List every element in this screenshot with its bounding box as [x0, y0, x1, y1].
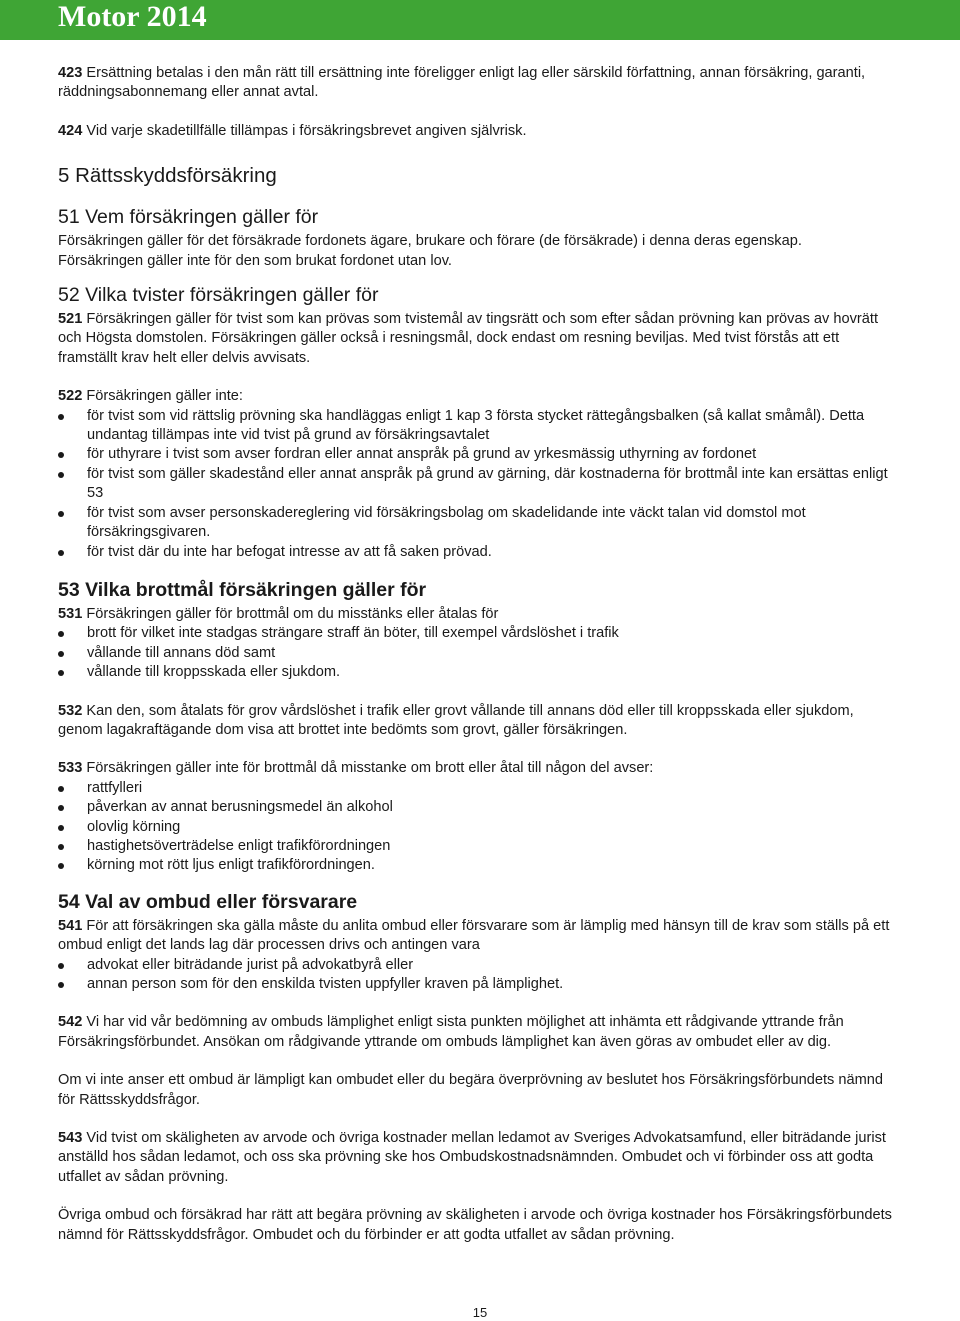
- paragraph-532: [58, 702, 900, 741]
- paragraph-542-followup: Om vi inte anser ett ombud är lämpligt kan ombudet eller du begära överprövning av beslutet hos Försäkringsförbundets nämnd för Rättsskyddsfrågor.: [58, 1072, 883, 1108]
- section-heading-54: 54 Val av ombud eller försvarare: [58, 890, 358, 913]
- list-item: vållande till annans död samt: [58, 644, 900, 663]
- clause-number: 533: [58, 760, 83, 777]
- bullet-icon: [58, 651, 64, 657]
- clause-text: Försäkringen gäller för tvist som kan prövas som tvistemål av tingsrätt och som efter sådan prövning kan prövas av hovrätt och Högsta domstolen. Försäkringen gäller också i resningsmål, dock endast om resning beviljas. Med tvist förstås att ett framställt krav helt eller delvis avvisats.: [58, 311, 879, 366]
- list-item: för tvist där du inte har befogat intresse av att få saken prövad.: [58, 543, 900, 562]
- clause-text: Vid tvist om skäligheten av arvode och övriga kostnader mellan ledamot av Sveriges Advokatsamfund, eller biträdande jurist anställd hos sådan ledamot, och oss ska prövning ske hos Ombudskostnadsnämnden. Ombudet och vi förbinder oss att godta utfallet av sådan prövning.: [58, 1130, 886, 1185]
- clause-text: Försäkringen gäller inte:: [86, 388, 243, 405]
- bullet-icon: [58, 963, 64, 969]
- list-item: för tvist som gäller skadestånd eller annat anspråk på grund av gärning, där kostnaderna för brottmål inte kan ersättas enligt 53: [58, 465, 900, 504]
- clause-number: 521: [58, 311, 83, 328]
- page-content: [58, 64, 900, 1245]
- paragraph-542: [58, 1013, 900, 1052]
- crime-list: [58, 624, 900, 682]
- paragraph-543: [58, 1129, 900, 1187]
- bullet-icon: [58, 631, 64, 637]
- bullet-icon: [58, 550, 64, 556]
- clause-text: Försäkringen gäller för brottmål om du misstänks eller åtalas för: [86, 605, 499, 622]
- traffic-offence-list: [58, 779, 900, 876]
- clause-text: Ersättning betalas i den mån rätt till ersättning inte föreligger enligt lag eller särskild författning, annan försäkring, garanti, räddningsabonnemang eller annat avtal.: [58, 65, 866, 101]
- list-item: påverkan av annat berusningsmedel än alkohol: [58, 798, 900, 817]
- bullet-icon: [58, 844, 64, 850]
- paragraph-531: [58, 605, 900, 624]
- list-item: körning mot rött ljus enligt trafikförordningen.: [58, 856, 900, 875]
- page-number: 15: [472, 1305, 488, 1320]
- section-heading-5: 5 Rättsskyddsförsäkring: [58, 164, 277, 188]
- list-item: för uthyrare i tvist som avser fordran eller annat anspråk på grund av yrkesmässig uthyrning av fordonet: [58, 445, 900, 464]
- bullet-icon: [58, 414, 64, 420]
- paragraph-51a: Försäkringen gäller för det försäkrade fordonets ägare, brukare och förare (de försäkrade) i denna deras egenskap.: [58, 233, 802, 250]
- bullet-icon: [58, 452, 64, 458]
- section-heading-51: 51 Vem försäkringen gäller för: [58, 206, 319, 229]
- exclusion-list: [58, 407, 900, 562]
- list-item: för tvist som vid rättslig prövning ska handläggas enligt 1 kap 3 första stycket rättegångsbalken (så kallat småmål). Detta undantag tillämpas inte vid tvist på grund av försäkringsavtalet: [58, 407, 900, 446]
- clause-number: 423: [58, 65, 83, 81]
- clause-text: Vid varje skadetillfälle tillämpas i försäkringsbrevet angiven självrisk.: [86, 122, 527, 139]
- paragraph-541: [58, 917, 900, 956]
- bullet-icon: [58, 511, 64, 517]
- list-item: vållande till kroppsskada eller sjukdom.: [58, 663, 900, 682]
- clause-number: 531: [58, 605, 83, 622]
- clause-number: 542: [58, 1014, 83, 1031]
- paragraph-51b: Försäkringen gäller inte för den som brukat fordonet utan lov.: [58, 252, 452, 269]
- clause-number: 522: [58, 388, 83, 405]
- section-heading-52: 52 Vilka tvister försäkringen gäller för: [58, 284, 379, 307]
- clause-number: 532: [58, 702, 83, 719]
- list-item: för tvist som avser personskadereglering vid försäkringsbolag om skadelidande inte väckt talan vid domstol mot försäkringsgivaren.: [58, 504, 900, 543]
- representative-list: [58, 956, 900, 995]
- clause-text: Försäkringen gäller inte för brottmål då misstanke om brott eller åtal till någon del avser:: [86, 760, 654, 777]
- section-heading-53: 53 Vilka brottmål försäkringen gäller för: [58, 578, 427, 601]
- paragraph-521: [58, 310, 900, 368]
- clause-text: Vi har vid vår bedömning av ombuds lämplighet enligt sista punkten möjlighet att inhämta ett rådgivande yttrande från Försäkringsförbundet. Ansökan om rådgivande yttrande om ombuds lämplighet kan även göras av ombudet eller av dig.: [58, 1014, 844, 1050]
- bullet-icon: [58, 805, 64, 811]
- paragraph-522: [58, 387, 900, 406]
- clause-number: 543: [58, 1130, 83, 1147]
- list-item: hastighetsöverträdelse enligt trafikförordningen: [58, 837, 900, 856]
- paragraph-423: [58, 64, 900, 103]
- clause-number: 424: [58, 122, 83, 139]
- bullet-icon: [58, 982, 64, 988]
- bullet-icon: [58, 786, 64, 792]
- document-title: Motor 2014: [58, 0, 207, 33]
- bullet-icon: [58, 472, 64, 478]
- bullet-icon: [58, 863, 64, 869]
- list-item: brott för vilket inte stadgas strängare straff än böter, till exempel vårdslöshet i trafik: [58, 624, 900, 643]
- paragraph-543-followup: Övriga ombud och försäkrad har rätt att begära prövning av skäligheten i arvode och övriga kostnader hos Försäkringsförbundets nämnd för Rättsskyddsfrågor. Ombudet och du förbinder er att godta utfallet av sådan prövning.: [58, 1207, 892, 1243]
- list-item: rattfylleri: [58, 779, 900, 798]
- bullet-icon: [58, 825, 64, 831]
- paragraph-424: [58, 122, 900, 141]
- header-bar: [0, 0, 960, 40]
- clause-text: Kan den, som åtalats för grov vårdslöshet i trafik eller grovt vållande till annans död eller till kroppsskada eller sjukdom, genom lagakraftägande dom visa att brottet inte bedömts som grovt, gäller försäkringen.: [58, 702, 854, 738]
- clause-text: För att försäkringen ska gälla måste du anlita ombud eller försvarare som är lämplig med hänsyn till de krav som ställs på ett ombud enligt det lands lag där processen drivs och antingen vara: [58, 917, 890, 954]
- paragraph-533: [58, 759, 900, 778]
- clause-number: 541: [58, 917, 83, 934]
- list-item: olovlig körning: [58, 818, 900, 837]
- list-item: advokat eller biträdande jurist på advokatbyrå eller: [58, 956, 900, 975]
- bullet-icon: [58, 670, 64, 676]
- list-item: annan person som för den enskilda tvisten uppfyller kraven på lämplighet.: [58, 975, 900, 994]
